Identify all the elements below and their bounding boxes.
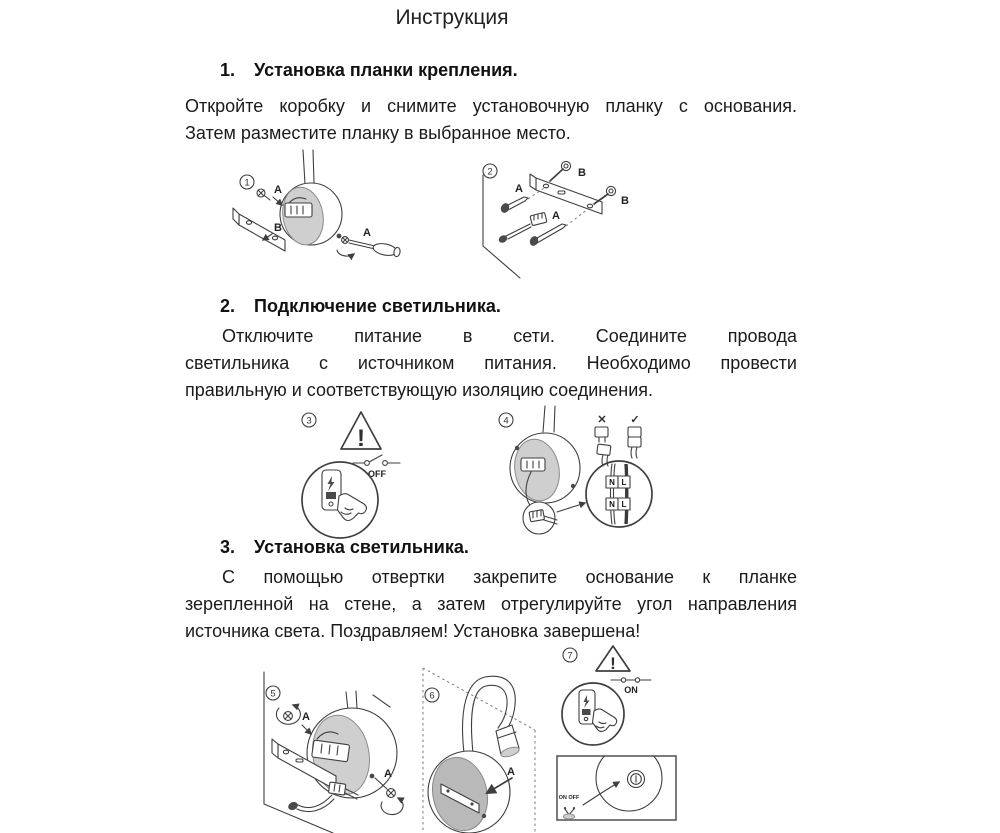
- lamp-base: [426, 751, 510, 833]
- figure-number-badge: [240, 175, 254, 189]
- wire-connector: [497, 212, 547, 244]
- label-a: A: [515, 183, 523, 195]
- figure-2-fix-plate-to-wall-diagram: [478, 150, 668, 290]
- section-1-title: Установка планки крепления.: [254, 60, 518, 80]
- figure-6-assembled-lamp-diagram: [415, 653, 565, 833]
- paragraph-line: зерепленной на стене, а затем отрегулируйте угол направления: [185, 594, 797, 614]
- section-3-number: 3.: [220, 537, 236, 557]
- on-label: ON: [624, 685, 638, 695]
- figure-number-badge: [302, 413, 316, 427]
- label-b: B: [274, 222, 282, 234]
- section-3-heading: [220, 537, 469, 558]
- label-a: A: [302, 711, 310, 723]
- paragraph-line: Затем разместите планку в выбранное место.: [185, 123, 571, 143]
- label-a: A: [363, 227, 371, 239]
- section-2-heading: [220, 296, 501, 317]
- figure-4-connect-wires-diagram: [495, 406, 675, 548]
- off-label: OFF: [368, 469, 386, 479]
- switch-on-icon: [611, 678, 651, 695]
- ceiling-pole: [346, 691, 357, 710]
- figure-number-badge: [483, 164, 497, 178]
- lamp-head: [496, 725, 520, 759]
- figure-4-number: 4: [503, 415, 509, 427]
- label-a: A: [274, 184, 282, 196]
- lamp-base: [278, 183, 342, 248]
- mounting-plate: [530, 174, 602, 214]
- screw-b-top: [546, 161, 586, 185]
- figure-number-badge: [266, 686, 280, 700]
- ceiling-pole: [543, 406, 555, 432]
- figure-number-badge: [563, 648, 577, 662]
- section-3-title: Установка светильника.: [254, 537, 469, 557]
- figure-8-onoff-button-diagram: [553, 752, 683, 830]
- section-1-heading: [220, 60, 518, 81]
- screwdriver: [337, 227, 401, 257]
- figure-2-number: 2: [487, 166, 493, 178]
- label-b: B: [621, 195, 629, 207]
- power-button: [628, 771, 645, 788]
- warning-triangle-icon: [341, 412, 381, 452]
- label-a: A: [552, 210, 560, 222]
- figure-6-number: 6: [429, 690, 435, 702]
- frame-box: [557, 756, 676, 820]
- figure-5-number: 5: [270, 688, 276, 700]
- paragraph-line: С помощью отвертки закрепите основание к планке: [222, 567, 797, 587]
- lamp-base: [510, 433, 580, 509]
- cross-mark: ✕: [597, 414, 607, 426]
- label-l: L: [621, 500, 627, 509]
- figure-3-power-off-diagram: [295, 406, 435, 548]
- label-a: A: [507, 766, 515, 778]
- paragraph-line: источника света. Поздравляем! Установка завершена!: [185, 621, 641, 641]
- terminal-block-detail: [586, 461, 652, 527]
- wall-switch-detail: [302, 462, 378, 538]
- label-n: N: [609, 478, 615, 487]
- zoom-arrow: [557, 503, 585, 512]
- figure-1-number: 1: [244, 177, 250, 189]
- section-2-title: Подключение светильника.: [254, 296, 501, 316]
- paragraph-line: светильника с источником питания. Необходимо провести: [185, 353, 797, 373]
- section-1-number: 1.: [220, 60, 236, 80]
- ceiling-pole: [303, 150, 314, 184]
- check-mark: ✓: [630, 414, 640, 426]
- wrong-connection-icon: [595, 414, 611, 466]
- wall-switch-detail: [562, 683, 624, 745]
- page-title: Инструкция: [395, 6, 509, 29]
- figure-7-number: 7: [567, 650, 573, 662]
- figure-3-number: 3: [306, 415, 312, 427]
- connector-detail-small: [523, 502, 557, 534]
- label-b: B: [578, 167, 586, 179]
- correct-connection-icon: [628, 414, 641, 458]
- figure-number-badge: [499, 413, 513, 427]
- figure-1-remove-mounting-plate-diagram: [225, 150, 430, 293]
- on-off-label: ON OFF: [558, 795, 580, 801]
- exclamation-mark: !: [357, 425, 365, 452]
- paragraph-line: правильную и соответствующую изоляцию соединения.: [185, 380, 653, 400]
- figure-7-power-on-diagram: [553, 643, 673, 750]
- figure-number-badge: [425, 688, 439, 702]
- label-n: N: [609, 500, 615, 509]
- paragraph-line: Отключите питание в сети. Соедините провода: [222, 326, 797, 346]
- exclamation-mark: !: [610, 654, 616, 673]
- screw-a-left: [276, 705, 311, 734]
- label-a: A: [384, 768, 392, 780]
- warning-triangle-icon: [596, 646, 630, 673]
- screw-a-top: [257, 184, 282, 205]
- paragraph-line: Откройте коробку и снимите установочную планку с основания.: [185, 96, 797, 116]
- section-2-number: 2.: [220, 296, 236, 316]
- label-l: L: [621, 478, 627, 487]
